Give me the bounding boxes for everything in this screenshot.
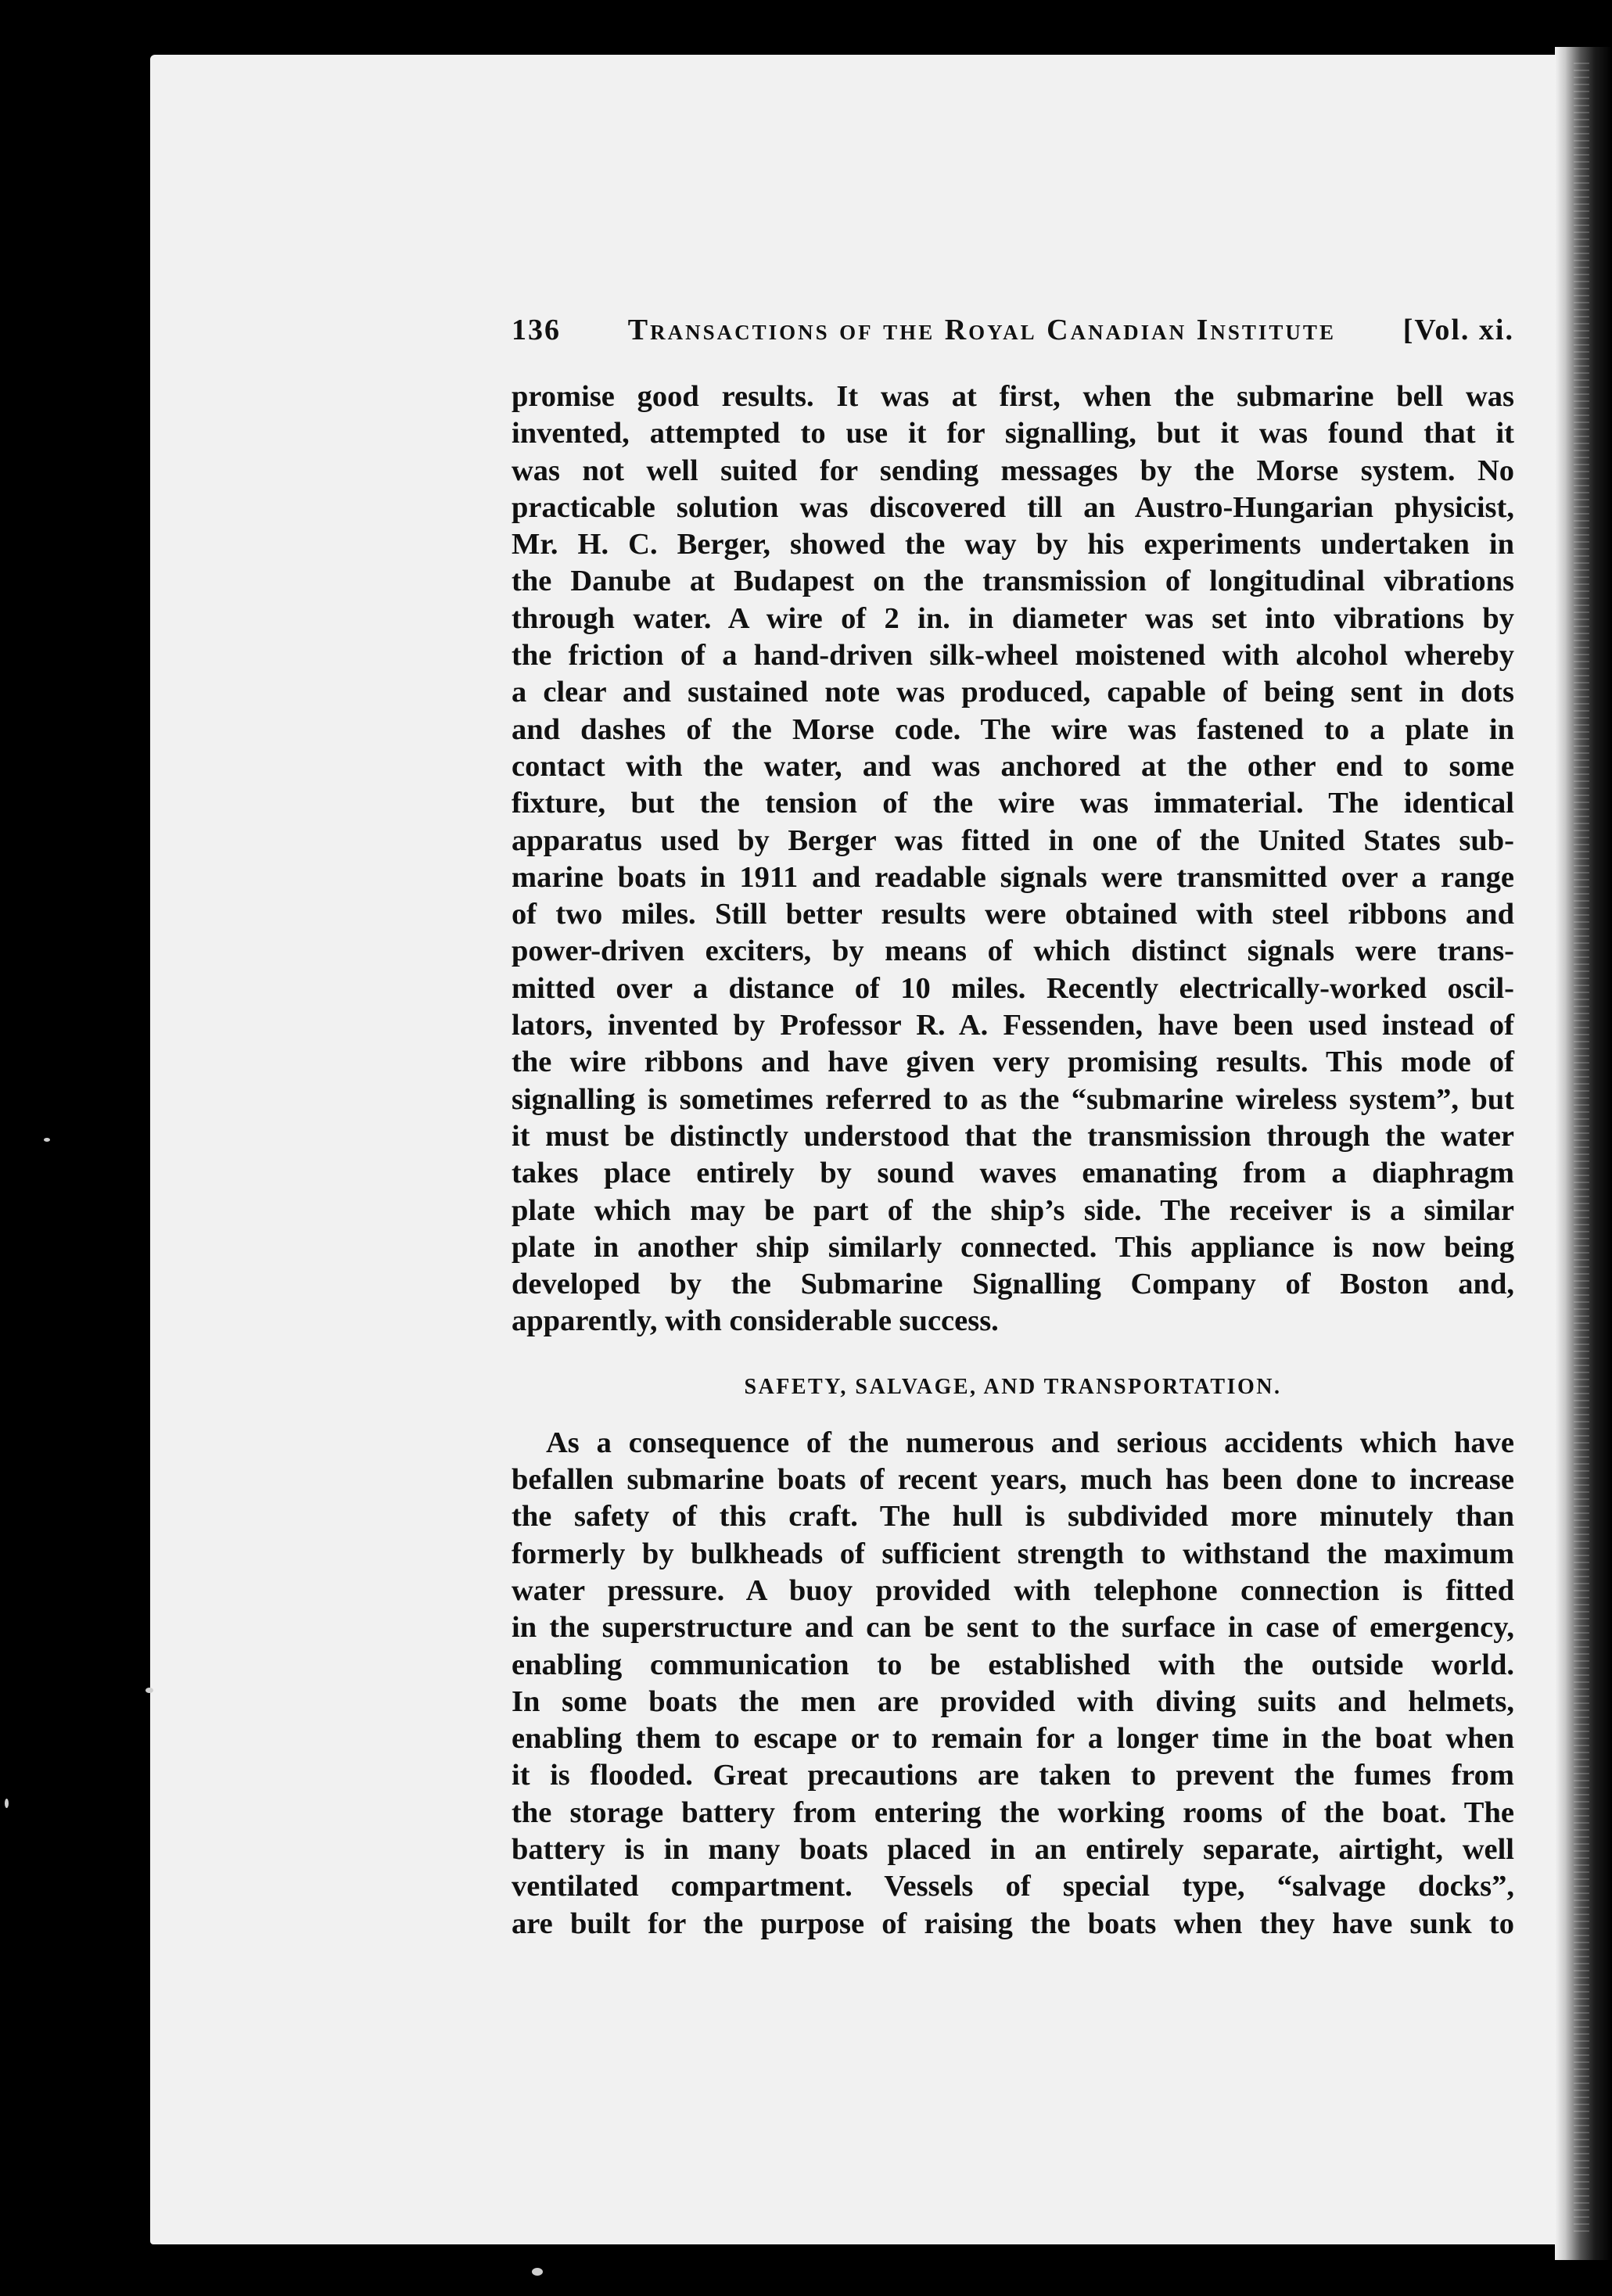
text-line: apparently, with considerable success. xyxy=(512,1304,999,1338)
text-line: power-driven exciters, by means of which distinct signals were trans- xyxy=(512,935,1514,968)
text-line: plate in another ship similarly connected. This appliance is now being xyxy=(512,1230,1514,1264)
text-line: Mr. H. C. Berger, showed the way by his experiments undertaken in xyxy=(512,528,1514,561)
text-line: fixture, but the tension of the wire was immaterial. The identical xyxy=(512,787,1514,820)
page-edge-texture xyxy=(1574,63,1589,2237)
scan-speck xyxy=(532,2268,543,2276)
text-line: the safety of this craft. The hull is subdivided more minutely than xyxy=(512,1500,1514,1534)
text-line: developed by the Submarine Signalling Company of Boston and, xyxy=(512,1268,1514,1301)
text-line: befallen submarine boats of recent years, much has been done to increase xyxy=(512,1463,1514,1497)
paragraph-signalling xyxy=(512,378,1514,1340)
text-line: and dashes of the Morse code. The wire was fastened to a plate in xyxy=(512,712,1514,746)
volume-label: [Vol. xi. xyxy=(1402,314,1514,346)
text-line: ventilated compartment. Vessels of special type, “salvage docks”, xyxy=(512,1870,1514,1903)
text-line: the wire ribbons and have given very promising results. This mode of xyxy=(512,1046,1514,1079)
text-line: formerly by bulkheads of sufficient strength to withstand the maximum xyxy=(512,1537,1514,1570)
text-line: invented, attempted to use it for signalling, but it was found that it xyxy=(512,417,1514,450)
text-line: signalling is sometimes referred to as the “submarine wireless system”, but xyxy=(512,1082,1514,1116)
text-line: plate which may be part of the ship’s side. The receiver is a similar xyxy=(512,1193,1514,1227)
running-head xyxy=(512,313,1514,347)
text-line: practicable solution was discovered till an Austro-Hungarian physicist, xyxy=(512,490,1514,524)
text-line: battery is in many boats placed in an entirely separate, airtight, well xyxy=(512,1832,1514,1866)
text-line: the Danube at Budapest on the transmission of longitudinal vibrations xyxy=(512,565,1514,598)
page-content xyxy=(512,313,1514,1943)
text-line: mitted over a distance of 10 miles. Recently electrically-worked oscil- xyxy=(512,971,1514,1005)
text-line: are built for the purpose of raising the boats when they have sunk to xyxy=(512,1907,1514,1940)
section-heading: SAFETY, SALVAGE, AND TRANSPORTATION. xyxy=(744,1374,1282,1399)
text-line: apparatus used by Berger was fitted in one of the United States sub- xyxy=(512,823,1514,857)
scan-speck xyxy=(145,1688,153,1693)
text-line: water pressure. A buoy provided with telephone connection is fitted xyxy=(512,1573,1514,1607)
text-line: contact with the water, and was anchored at the other end to some xyxy=(512,749,1514,783)
text-line: it is flooded. Great precautions are taken to prevent the fumes from xyxy=(512,1759,1514,1792)
scan-speck xyxy=(5,1799,9,1808)
text-line: takes place entirely by sound waves emanating from a diaphragm xyxy=(512,1157,1514,1190)
page-number: 136 xyxy=(512,314,561,346)
text-line: enabling communication to be established with the outside world. xyxy=(512,1648,1514,1681)
text-line: in the superstructure and can be sent to the surface in case of emergency, xyxy=(512,1611,1514,1645)
text-line: As a consequence of the numerous and serious accidents which have xyxy=(546,1426,1514,1459)
text-line: was not well suited for sending messages by the Morse system. No xyxy=(512,454,1514,487)
journal-title: Transactions of the Royal Canadian Institute xyxy=(627,314,1336,346)
text-line: it must be distinctly understood that the transmission through the water xyxy=(512,1119,1514,1153)
text-line: the storage battery from entering the working rooms of the boat. The xyxy=(512,1796,1514,1829)
scan-speck xyxy=(44,1138,50,1142)
text-line: promise good results. It was at first, when the submarine bell was xyxy=(512,380,1514,413)
text-line: of two miles. Still better results were obtained with steel ribbons and xyxy=(512,898,1514,931)
text-line: through water. A wire of 2 in. in diameter was set into vibrations by xyxy=(512,601,1514,635)
text-line: marine boats in 1911 and readable signals were transmitted over a range xyxy=(512,860,1514,894)
paragraph-safety xyxy=(512,1425,1514,1943)
text-line: a clear and sustained note was produced, capable of being sent in dots xyxy=(512,676,1514,709)
text-line: the friction of a hand-driven silk-wheel moistened with alcohol whereby xyxy=(512,639,1514,673)
text-line: In some boats the men are provided with diving suits and helmets, xyxy=(512,1684,1514,1718)
text-line: lators, invented by Professor R. A. Fessenden, have been used instead of xyxy=(512,1009,1514,1042)
text-line: enabling them to escape or to remain for a longer time in the boat when xyxy=(512,1722,1514,1756)
